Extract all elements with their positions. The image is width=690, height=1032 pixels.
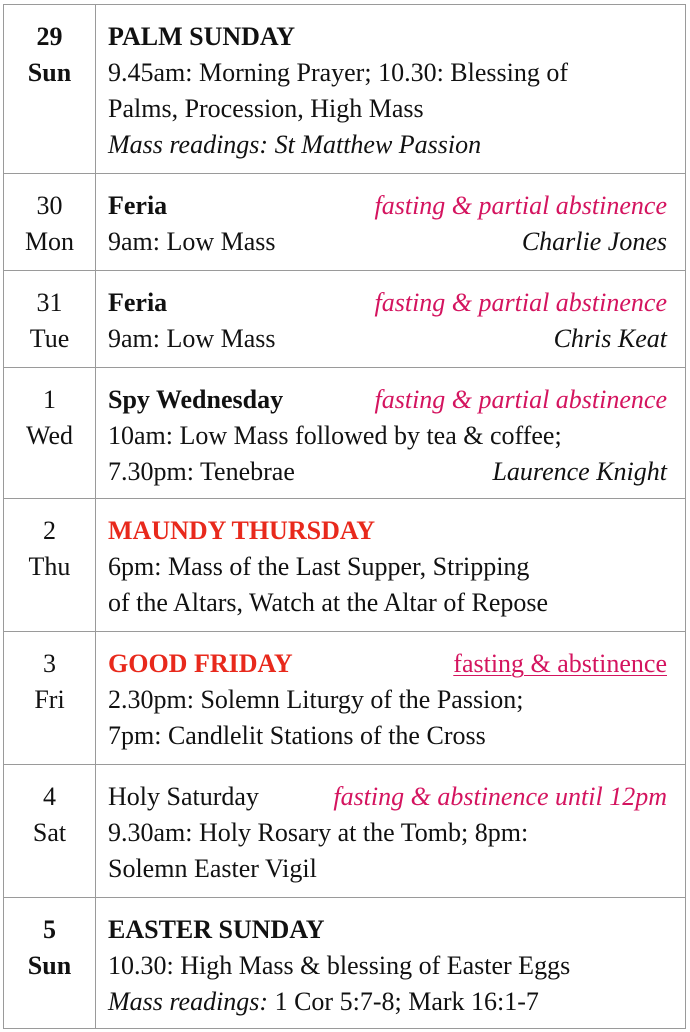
day-number: 29 (36, 22, 63, 51)
event-title: Feria (108, 191, 168, 220)
calendar-row (4, 898, 686, 1029)
liturgical-calendar-table (3, 4, 686, 1029)
event-cell (96, 174, 686, 271)
day-of-week: Mon (24, 227, 75, 256)
day-number: 4 (43, 782, 56, 811)
event-line: Solemn Easter Vigil (108, 854, 317, 883)
fasting-note: fasting & partial abstinence (374, 191, 667, 220)
event-line: 2.30pm: Solemn Liturgy of the Passion; (108, 685, 524, 714)
day-of-week: Sat (32, 818, 67, 847)
calendar-row (4, 174, 686, 271)
day-of-week: Wed (26, 421, 73, 450)
event-line: 10.30: High Mass & blessing of Easter Eggs (108, 951, 571, 980)
event-title: Spy Wednesday (108, 385, 284, 414)
event-cell (96, 5, 686, 174)
event-cell (96, 499, 686, 632)
fasting-note: fasting & abstinence until 12pm (333, 782, 667, 811)
event-line: 9am: Low Mass (108, 227, 276, 256)
event-title: Holy Saturday (108, 782, 259, 811)
calendar-row (4, 271, 686, 368)
server-name: Chris Keat (553, 324, 667, 353)
day-number: 5 (43, 915, 56, 944)
day-number: 3 (43, 649, 56, 678)
fasting-note: fasting & abstinence (453, 649, 667, 678)
calendar-row (4, 632, 686, 765)
event-title: MAUNDY THURSDAY (108, 516, 376, 545)
event-cell (96, 632, 686, 765)
event-line: 10am: Low Mass followed by tea & coffee; (108, 421, 562, 450)
date-cell (4, 499, 96, 632)
fasting-note: fasting & partial abstinence (374, 385, 667, 414)
calendar-row (4, 5, 686, 174)
date-cell (4, 271, 96, 368)
mass-readings-label: Mass readings: (108, 987, 269, 1016)
event-cell (96, 368, 686, 499)
server-name: Laurence Knight (492, 457, 667, 486)
event-cell (96, 271, 686, 368)
event-title: GOOD FRIDAY (108, 649, 293, 678)
day-number: 31 (36, 288, 63, 317)
date-cell (4, 898, 96, 1029)
day-of-week: Sun (27, 58, 72, 87)
event-line: 9.30am: Holy Rosary at the Tomb; 8pm: (108, 818, 529, 847)
day-number: 2 (43, 516, 56, 545)
event-line: of the Altars, Watch at the Altar of Repose (108, 588, 549, 617)
event-line: 9am: Low Mass (108, 324, 276, 353)
day-of-week: Fri (34, 685, 65, 714)
event-line: 7.30pm: Tenebrae (108, 457, 295, 486)
event-line: 9.45am: Morning Prayer; 10.30: Blessing of (108, 58, 569, 87)
date-cell (4, 765, 96, 898)
day-number: 1 (43, 385, 56, 414)
calendar-row (4, 765, 686, 898)
event-title: Feria (108, 288, 168, 317)
event-title: PALM SUNDAY (108, 22, 296, 51)
date-cell (4, 5, 96, 174)
event-line: 7pm: Candlelit Stations of the Cross (108, 721, 486, 750)
day-number: 30 (36, 191, 63, 220)
day-of-week: Sun (27, 951, 72, 980)
event-line: Palms, Procession, High Mass (108, 94, 424, 123)
day-of-week: Thu (28, 552, 71, 581)
mass-readings: Mass readings: St Matthew Passion (108, 130, 482, 159)
server-name: Charlie Jones (521, 227, 667, 256)
mass-readings-text: 1 Cor 5:7-8; Mark 16:1-7 (268, 987, 539, 1016)
mass-readings (108, 984, 667, 1020)
date-cell (4, 368, 96, 499)
event-cell (96, 765, 686, 898)
date-cell (4, 632, 96, 765)
calendar-row (4, 368, 686, 499)
day-of-week: Tue (29, 324, 70, 353)
fasting-note: fasting & partial abstinence (374, 288, 667, 317)
event-title: EASTER SUNDAY (108, 915, 325, 944)
event-cell (96, 898, 686, 1029)
event-line: 6pm: Mass of the Last Supper, Stripping (108, 552, 530, 581)
date-cell (4, 174, 96, 271)
calendar-row (4, 499, 686, 632)
